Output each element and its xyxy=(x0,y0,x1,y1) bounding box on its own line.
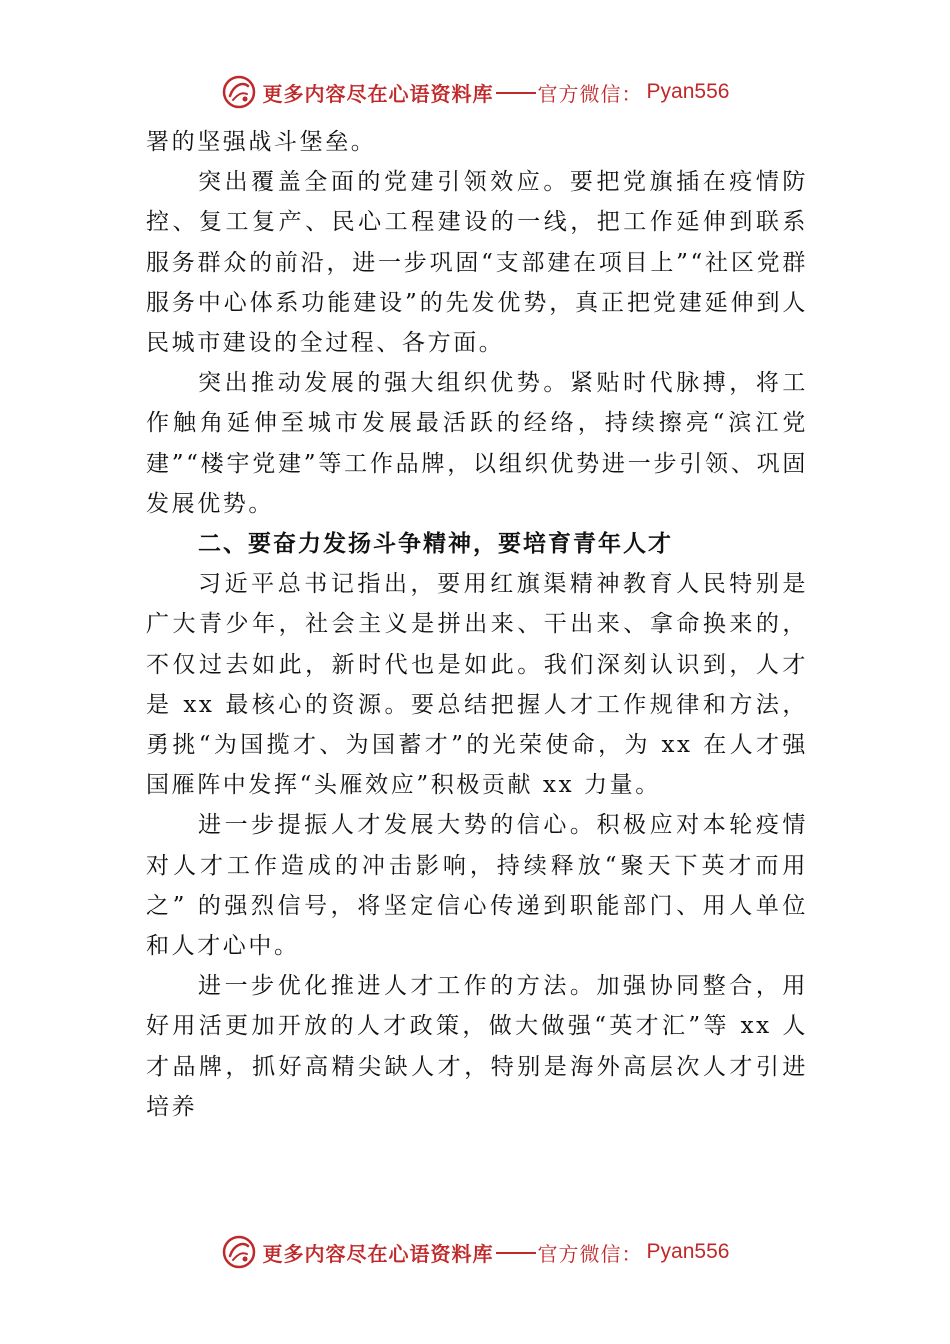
banner-dash xyxy=(496,92,536,94)
paragraph-talent-confidence: 进一步提振人才发展大势的信心。积极应对本轮疫情对人才工作造成的冲击影响，持续释放“聚天下英才而用之” 的强烈信号，将坚定信心传递到职能部门、用人单位和人才心中。 xyxy=(146,812,808,960)
paragraph-continuation: 署的坚强战斗堡垒。 xyxy=(146,129,377,155)
paragraph-party-building-coverage: 突出覆盖全面的党建引领效应。要把党旗插在疫情防控、复工复产、民心工程建设的一线，把工作延伸到联系服务群众的前沿，进一步巩固“支部建在项目上”“社区党群服务中心体系功能建设”的先发优势，真正把党建延伸到人民城市建设的全过程、各方面。 xyxy=(146,169,808,357)
banner-dash xyxy=(496,1252,536,1254)
banner-wechat-id: Pyan556 xyxy=(646,80,730,103)
banner-wechat-label: 官方微信： xyxy=(537,81,643,106)
banner-wechat-label: 官方微信： xyxy=(537,1241,643,1266)
paragraph-talent-methods: 进一步优化推进人才工作的方法。加强协同整合，用好用活更加开放的人才政策，做大做强“英才汇”等 xx 人才品牌，抓好高精尖缺人才，特别是海外高层次人才引进培养 xyxy=(146,973,808,1120)
banner-brand-text: 更多内容尽在心语资料库 xyxy=(262,1241,494,1266)
brand-logo-icon xyxy=(221,74,257,110)
header-banner xyxy=(0,70,950,114)
document-body xyxy=(146,122,808,1127)
paragraph-talent-core-resource: 习近平总书记指出，要用红旗渠精神教育人民特别是广大青少年，社会主义是拼出来、干出来、拿命换来的，不仅过去如此，新时代也是如此。我们深刻认识到，人才是 xx 最核心的资源。要总结把握人才工作规律和方法，勇挑“为国揽才、为国蓄才”的光荣使命，为 xx 在人才强国雁阵中发挥“头雁效应”积极贡献 xx 力量。 xyxy=(146,571,808,799)
section-heading-two: 二、要奋力发扬斗争精神，要培育青年人才 xyxy=(198,531,673,558)
paragraph-organizational-advantage: 突出推动发展的强大组织优势。紧贴时代脉搏，将工作触角延伸至城市发展最活跃的经络，持续擦亮“滨江党建”“楼宇党建”等工作品牌，以组织优势进一步引领、巩固发展优势。 xyxy=(146,370,808,517)
banner-wechat-id: Pyan556 xyxy=(646,1240,730,1263)
footer-banner xyxy=(0,1230,950,1274)
brand-logo-icon xyxy=(221,1234,257,1270)
banner-brand-text: 更多内容尽在心语资料库 xyxy=(262,81,494,106)
